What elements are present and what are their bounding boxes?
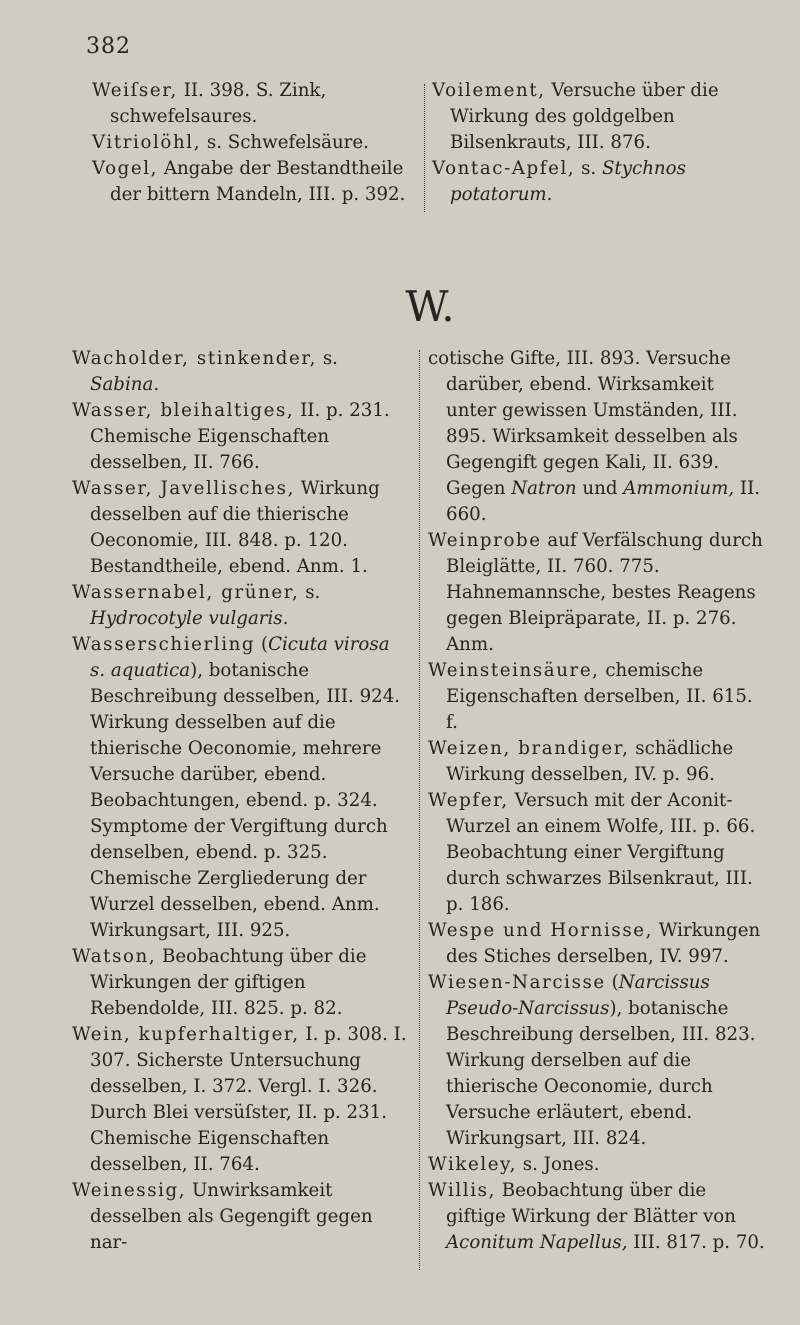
entry-italic-term: Ammonium,	[623, 478, 735, 499]
right-column	[428, 346, 768, 1256]
index-entry	[72, 346, 410, 398]
index-entry	[432, 156, 768, 208]
entry-headword: Wepfer,	[428, 790, 509, 811]
index-entry	[72, 398, 410, 476]
entry-headword: Wikeley,	[428, 1154, 517, 1175]
entry-headword: Watson,	[72, 946, 157, 967]
entry-text: cotische Gifte, III. 893. Versuche darüber, ebend. Wirksamkeit unter gewissen Umständen, III. 895. Wirksamkeit desselben als Gegengift gegen Kali, II. 639. Gegen	[428, 348, 738, 499]
index-entry	[428, 528, 768, 658]
entry-text: s.	[299, 582, 321, 603]
entry-text: chemische Eigenschaften derselben, II. 615. f.	[446, 660, 753, 733]
entry-headword: Weinsteinsäure,	[428, 660, 600, 681]
section-letter: W.	[405, 282, 455, 331]
top-right-column	[432, 78, 768, 208]
index-entry	[92, 78, 418, 130]
index-entry	[92, 130, 418, 156]
entry-text: ), botanische Beschreibung derselben, III. 823. Wirkung derselben auf die thierische Oeconomie, durch Versuche erläutert, ebend. Wirkungsart, III. 824.	[446, 998, 756, 1149]
index-entry	[428, 918, 768, 970]
entry-italic-term: Cicuta virosa s. aquatica	[90, 634, 390, 681]
entry-headword: Weinessig,	[72, 1180, 187, 1201]
entry-italic-term: Narcissus Pseudo-Narcissus	[446, 972, 710, 1019]
entry-headword: Weiſser,	[92, 80, 178, 101]
index-entry	[428, 736, 768, 788]
entry-headword: Voilement,	[432, 80, 546, 101]
entry-headword: Weinprobe	[428, 530, 542, 551]
entry-italic-term: Natron	[511, 478, 577, 499]
entry-headword: Vitriolöhl,	[92, 132, 202, 153]
column-divider-top	[424, 84, 425, 212]
entry-headword: Weizen, brandiger,	[428, 738, 630, 759]
entry-headword: Wasser, Javellisches,	[72, 478, 295, 499]
column-divider-main	[419, 350, 420, 1270]
entry-text: s.	[575, 158, 602, 179]
left-column	[72, 346, 410, 1256]
entry-text: I. p. 308. I. 307. Sicherste Untersuchung desselben, I. 372. Vergl. I. 326. Durch Blei versüſster, II. p. 231. Chemische Eigenschaften desselben, II. 764.	[90, 1024, 407, 1175]
entry-text: Angabe der Bestandtheile der bittern Mandeln, III. p. 392.	[110, 158, 406, 205]
entry-text: Beobachtung über die Wirkungen der giftigen Rebendolde, III. 825. p. 82.	[90, 946, 367, 1019]
entry-text: s. Schwefelsäure.	[201, 132, 369, 153]
entry-italic-term: Sabina.	[90, 374, 160, 395]
entry-headword: Wespe und Hornisse,	[428, 920, 653, 941]
entry-italic-term: Aconitum Napellus,	[446, 1232, 628, 1253]
index-entry	[92, 156, 418, 208]
entry-text: Versuche über die Wirkung des goldgelben Bilsenkrauts, III. 876.	[450, 80, 719, 153]
entry-headword: Vontac-Apfel,	[432, 158, 576, 179]
entry-headword: Wein, kupferhaltiger,	[72, 1024, 300, 1045]
entry-text: s.	[317, 348, 338, 369]
entry-text: Wirkung desselben auf die thierische Oeconomie, III. 848. p. 120. Bestandtheile, ebend. Anm. 1.	[90, 478, 380, 577]
entry-headword: Wasser, bleihaltiges,	[72, 400, 295, 421]
entry-headword: Wiesen-Narcisse	[428, 972, 606, 993]
entry-headword: Wassernabel, grüner,	[72, 582, 300, 603]
entry-text: Versuch mit der Aconit-Wurzel an einem Wolfe, III. p. 66. Beobachtung einer Vergiftung durch schwarzes Bilsenkraut, III. p. 186.	[446, 790, 756, 915]
top-left-column	[92, 78, 418, 208]
index-entry	[428, 1152, 768, 1178]
page-number: 382	[86, 34, 131, 59]
index-entry	[72, 580, 410, 632]
entry-text: s. Jones.	[517, 1154, 600, 1175]
index-entry	[428, 1178, 768, 1256]
index-entry	[432, 78, 768, 156]
entry-headword: Willis,	[428, 1180, 496, 1201]
entry-text: schädliche Wirkung desselben, IV. p. 96.	[446, 738, 734, 785]
index-entry	[428, 788, 768, 918]
entry-text: auf Verfälschung durch Bleiglätte, II. 760. 775. Hahnemannsche, bestes Reagens gegen Bleipräparate, II. p. 276. Anm.	[446, 530, 763, 655]
entry-italic-term: Hydrocotyle vulgaris.	[90, 608, 289, 629]
entry-text: ), botanische Beschreibung desselben, III. 924. Wirkung desselben auf die thierische Oeconomie, mehrere Versuche darüber, ebend. Beobachtungen, ebend. p. 324. Symptome der Vergiftung durch denselben, ebend. p. 325. Chemische Zergliederung der Wurzel desselben, ebend. Anm. Wirkungsart, III. 925.	[90, 660, 401, 941]
index-entry	[428, 970, 768, 1152]
entry-text: II. 398. S. Zink, schwefelsaures.	[110, 80, 327, 127]
index-entry	[428, 658, 768, 736]
entry-headword: Wacholder, stinkender,	[72, 348, 318, 369]
entry-text: III. 817. p. 70.	[627, 1232, 765, 1253]
entry-text: (	[605, 972, 619, 993]
index-entry	[72, 476, 410, 580]
index-entry	[428, 346, 768, 528]
entry-text: Unwirksamkeit desselben als Gegengift gegen nar-	[90, 1180, 373, 1253]
entry-headword: Vogel,	[92, 158, 159, 179]
index-entry	[72, 944, 410, 1022]
index-entry	[72, 632, 410, 944]
entry-text: und	[576, 478, 624, 499]
index-entry	[72, 1178, 410, 1256]
index-entry	[72, 1022, 410, 1178]
entry-text: Beobachtung über die giftige Wirkung der Blätter von	[446, 1180, 736, 1227]
entry-text: (	[255, 634, 269, 655]
entry-headword: Wasserschierling	[72, 634, 256, 655]
entry-text: II. 660.	[446, 478, 761, 525]
entry-italic-term: Stychnos potatorum.	[450, 158, 686, 205]
entry-text: Wirkungen des Stiches derselben, IV. 997.	[446, 920, 761, 967]
entry-text: II. p. 231. Chemische Eigenschaften desselben, II. 766.	[90, 400, 390, 473]
